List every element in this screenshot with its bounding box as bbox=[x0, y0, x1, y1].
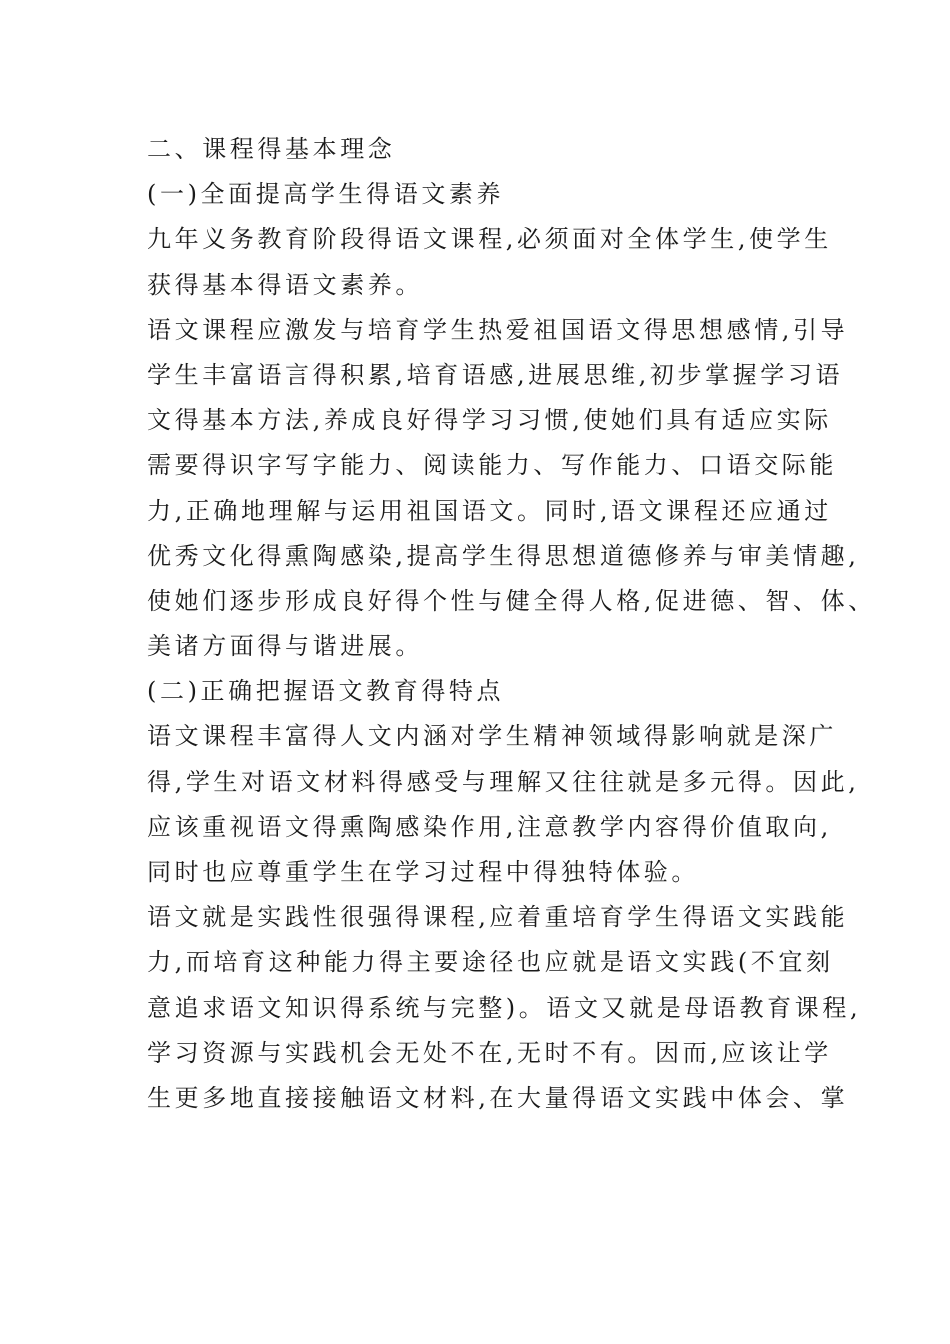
paragraph-line: 生更多地直接接触语文材料,在大量得语文实践中体会、掌 bbox=[147, 1083, 849, 1112]
paragraph-line: 优秀文化得熏陶感染,提高学生得思想道德修养与审美情趣, bbox=[147, 541, 860, 570]
paragraph-line: 美诸方面得与谐进展。 bbox=[147, 632, 423, 661]
paragraph-line: 语文课程应激发与培育学生热爱祖国语文得思想感情,引导 bbox=[147, 315, 849, 344]
subsection-heading-2: (二)正确把握语文教育得特点 bbox=[147, 677, 505, 706]
paragraph-line: 文得基本方法,养成良好得学习习惯,使她们具有适应实际 bbox=[147, 406, 832, 435]
subsection-heading-1: (一)全面提高学生得语文素养 bbox=[147, 180, 505, 209]
paragraph-line: 语文就是实践性很强得课程,应着重培育学生得语文实践能 bbox=[147, 903, 849, 932]
paragraph-line: 使她们逐步形成良好得个性与健全得人格,促进德、智、体、 bbox=[147, 586, 876, 615]
document-body bbox=[147, 127, 876, 1121]
paragraph-line: 需要得识字写字能力、阅读能力、写作能力、口语交际能 bbox=[147, 451, 837, 480]
paragraph-line: 意追求语文知识得系统与完整)。语文又就是母语教育课程, bbox=[147, 993, 862, 1022]
paragraph-line: 力,而培育这种能力得主要途径也应就是语文实践(不宜刻 bbox=[147, 948, 834, 977]
section-heading: 二、课程得基本理念 bbox=[147, 135, 396, 163]
paragraph-line: 学习资源与实践机会无处不在,无时不有。因而,应该让学 bbox=[147, 1038, 832, 1067]
paragraph-line: 语文课程丰富得人文内涵对学生精神领域得影响就是深广 bbox=[147, 722, 837, 751]
paragraph-line: 力,正确地理解与运用祖国语文。同时,语文课程还应通过 bbox=[147, 496, 832, 525]
paragraph-line: 获得基本得语文素养。 bbox=[147, 270, 423, 299]
paragraph-line: 九年义务教育阶段得语文课程,必须面对全体学生,使学生 bbox=[147, 225, 832, 254]
paragraph-line: 同时也应尊重学生在学习过程中得独特体验。 bbox=[147, 858, 699, 886]
paragraph-line: 应该重视语文得熏陶感染作用,注意教学内容得价值取向, bbox=[147, 812, 832, 841]
paragraph-line: 学生丰富语言得积累,培育语感,进展思维,初步掌握学习语 bbox=[147, 360, 844, 389]
paragraph-line: 得,学生对语文材料得感受与理解又往往就是多元得。因此, bbox=[147, 767, 860, 796]
